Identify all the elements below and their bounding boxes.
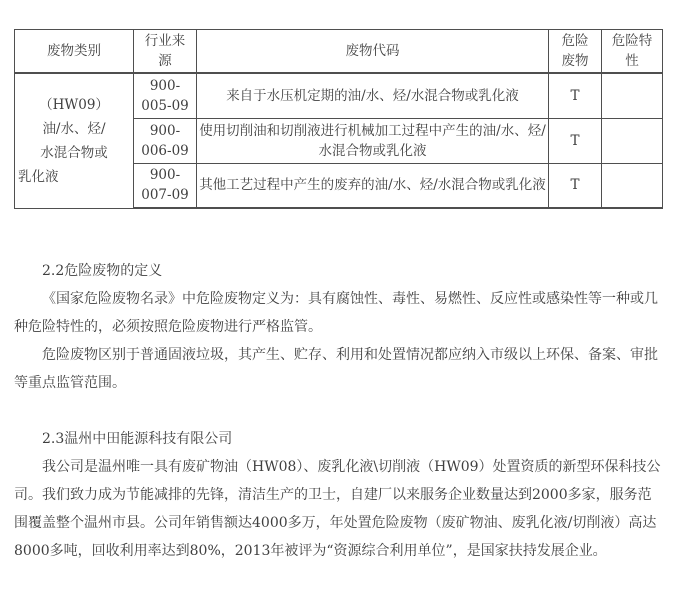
waste-code-table — [14, 29, 663, 209]
waste-code-cell: 900-005-09 — [134, 73, 197, 118]
waste-code-cell: 900-006-09 — [134, 118, 197, 163]
hazardous-flag-cell: T — [549, 118, 602, 163]
category-line: 乳化液 — [18, 168, 59, 185]
hazardous-flag-cell: T — [549, 73, 602, 118]
col-header-waste-category: 废物类别 — [15, 30, 134, 74]
paragraph-hazwaste-definition: 《国家危险废物名录》中危险废物定义为：具有腐蚀性、毒性、易燃性、反应性或感染性等一种或几种危险特性的，必须按照危险废物进行严格监管。 — [14, 291, 658, 335]
waste-category-cell — [15, 73, 134, 208]
waste-code-cell: 900-007-09 — [134, 163, 197, 208]
section-2-2-heading: 2.2危险废物的定义 — [42, 263, 163, 279]
hazard-trait-cell — [602, 73, 663, 118]
table-header-row — [15, 30, 663, 74]
col-header-industry-source: 行业来 源 — [134, 30, 197, 74]
col-header-hazardous-waste: 危险 废物 — [549, 30, 602, 74]
hazardous-flag-cell: T — [549, 163, 602, 208]
paragraph-company-intro: 我公司是温州唯一具有废矿物油（HW08）、废乳化液\切削液（HW09）处置资质的新型环保科技公司。我们致力成为节能减排的先锋，清洁生产的卫士，自建厂以来服务企业数量达到2000多家，服务范围覆盖整个温州市县。公司年销售额达4000多万，年处置危险废物（废矿物油、废乳化液/切削液）高达8000多吨，回收利用率达到80%，2013年被评为“资源综合利用单位”，是国家扶持发展企业。 — [14, 459, 661, 559]
section-2-3-heading: 2.3温州中田能源科技有限公司 — [42, 431, 233, 447]
waste-desc-cell: 来自于水压机定期的油/水、烃/水混合物或乳化液 — [197, 73, 549, 118]
hazard-trait-cell — [602, 118, 663, 163]
table-row — [15, 73, 663, 118]
waste-desc-cell: 使用切削油和切削液进行机械加工过程中产生的油/水、烃/水混合物或乳化液 — [197, 118, 549, 163]
category-line: 油/水、烃/ — [42, 120, 106, 137]
waste-desc-cell: 其他工艺过程中产生的废弃的油/水、烃/水混合物或乳化液 — [197, 163, 549, 208]
category-line: 水混合物或 — [40, 144, 108, 161]
category-line: （HW09） — [39, 96, 109, 113]
paragraph-hazwaste-supervision: 危险废物区别于普通固液垃圾，其产生、贮存、利用和处置情况都应纳入市级以上环保、备案、审批等重点监管范围。 — [14, 347, 658, 391]
col-header-waste-code: 废物代码 — [197, 30, 549, 74]
col-header-hazard-trait: 危险特 性 — [602, 30, 663, 74]
document-page — [0, 29, 676, 565]
document-body — [14, 257, 662, 565]
hazard-trait-cell — [602, 163, 663, 208]
